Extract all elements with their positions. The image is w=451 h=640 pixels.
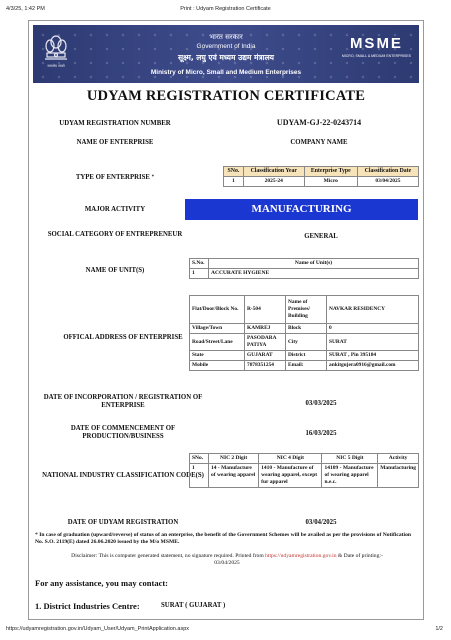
addr-premises-label: Name of Premises/ Building bbox=[286, 296, 327, 324]
banner-gov-india: Government of India bbox=[196, 43, 256, 50]
addr-state: GUJARAT bbox=[245, 351, 286, 361]
reg-number-label: UDYAM REGISTRATION NUMBER bbox=[59, 120, 171, 127]
nic-header-5digit: NIC 5 Digit bbox=[322, 454, 378, 464]
addr-road-label: Road/Street/Lane bbox=[190, 334, 245, 351]
msme-logo bbox=[342, 35, 411, 58]
cls-sno: 1 bbox=[224, 177, 244, 187]
cls-date: 03/04/2025 bbox=[357, 177, 418, 187]
classification-table bbox=[223, 166, 419, 187]
nic-label: NATIONAL INDUSTRY CLASSIFICATION CODE(S) bbox=[42, 472, 204, 479]
unit-name: ACCURATE HYGIENE bbox=[209, 269, 419, 279]
disclaimer bbox=[35, 553, 419, 567]
addr-premises: NAVKAR RESIDENCY bbox=[327, 296, 419, 324]
enterprise-name-label: NAME OF ENTERPRISE bbox=[76, 139, 154, 146]
nic-header-2digit: NIC 2 Digit bbox=[209, 454, 259, 464]
certificate-title: UDYAM REGISTRATION CERTIFICATE bbox=[86, 88, 366, 104]
reg-number: UDYAM-GJ-22-0243714 bbox=[276, 118, 362, 127]
type-asterisk: * bbox=[151, 175, 155, 180]
address-table bbox=[189, 295, 419, 371]
nic-sno: 1 bbox=[190, 464, 209, 488]
cls-header-sno: SNo. bbox=[224, 167, 244, 177]
addr-district-label: District bbox=[286, 351, 327, 361]
print-datetime: 4/3/25, 1:42 PM bbox=[6, 6, 45, 12]
cls-year: 2025-24 bbox=[243, 177, 304, 187]
disclaimer-post: & Date of printing:- bbox=[337, 553, 383, 559]
udyam-date-label: DATE OF UDYAM REGISTRATION bbox=[67, 519, 179, 526]
cls-type: Micro bbox=[304, 177, 357, 187]
addr-block: 0 bbox=[327, 324, 419, 334]
cls-header-type: Enterprise Type bbox=[304, 167, 357, 177]
banner-hindi-ministry: सूक्ष्म, लघु एवं मध्यम उद्यम मंत्रालय bbox=[177, 53, 275, 62]
nic-header-activity: Activity bbox=[378, 454, 419, 464]
address-label: OFFICAL ADDRESS OF ENTERPRISE bbox=[63, 334, 183, 341]
nic-header-4digit: NIC 4 Digit bbox=[259, 454, 322, 464]
addr-flat-label: Flat/Door/Block No. bbox=[190, 296, 245, 324]
major-activity-value: MANUFACTURING bbox=[185, 199, 418, 220]
enterprise-name: COMPANY NAME bbox=[290, 139, 348, 146]
addr-mobile-label: Mobile bbox=[190, 361, 245, 371]
addr-state-label: State bbox=[190, 351, 245, 361]
addr-road: PASODARA PATIYA bbox=[245, 334, 286, 351]
incorporation-label: DATE OF INCORPORATION / REGISTRATION OF ENTERPRISE bbox=[43, 394, 203, 409]
incorporation-date: 03/03/2025 bbox=[305, 400, 337, 407]
table-row bbox=[224, 177, 419, 187]
msme-logo-text: MSME bbox=[349, 35, 403, 52]
units-header-name: Name of Unit(s) bbox=[209, 259, 419, 269]
commencement-label: DATE OF COMMENCEMENT OF PRODUCTION/BUSINESS bbox=[70, 425, 176, 440]
nic-2digit: 14 - Manufacture of wearing apparel bbox=[209, 464, 259, 488]
type-label-text: TYPE OF ENTERPRISE bbox=[75, 174, 150, 181]
page-number: 1/2 bbox=[435, 626, 443, 632]
msme-logo-subtitle: MICRO, SMALL & MEDIUM ENTERPRISES bbox=[341, 54, 411, 58]
graduation-note: * In case of graduation (upward/reverse) of status of an enterprise, the benefit of the Government Schemes will be availed as per the provisions of Notification No. S.O. 2119(E) dated 26.06.2020 issued by the M/o MSME. bbox=[35, 532, 411, 545]
banner-hindi-gov: भारत सरकार bbox=[209, 33, 243, 41]
udyam-date: 03/04/2025 bbox=[305, 519, 337, 526]
units-label: NAME OF UNIT(S) bbox=[85, 267, 145, 274]
addr-block-label: Block bbox=[286, 324, 327, 334]
major-activity-label: MAJOR ACTIVITY bbox=[84, 206, 146, 213]
addr-village: KAMREJ bbox=[245, 324, 286, 334]
certificate-sheet bbox=[28, 20, 424, 620]
commencement-date: 16/03/2025 bbox=[305, 430, 337, 437]
unit-sno: 1 bbox=[190, 269, 209, 279]
cls-header-year: Classification Year bbox=[243, 167, 304, 177]
banner-ministry: Ministry of Micro, Small and Medium Enterprises bbox=[150, 69, 302, 76]
addr-email: ankitgujera0916@gmail.com bbox=[327, 361, 419, 371]
type-label bbox=[35, 174, 195, 182]
social-category-label: SOCIAL CATEGORY OF ENTREPRENEUR bbox=[47, 231, 183, 238]
disclaimer-link[interactable]: https://udyamregistration.gov.in bbox=[265, 553, 337, 559]
cls-header-date: Classification Date bbox=[357, 167, 418, 177]
addr-city: SURAT bbox=[327, 334, 419, 351]
print-date: 03/04/2025 bbox=[214, 560, 240, 566]
table-row bbox=[190, 464, 419, 488]
units-table bbox=[189, 258, 419, 279]
ministry-banner bbox=[33, 25, 419, 83]
nic-4digit: 1410 - Manufacture of wearing apparel, except fur apparel bbox=[259, 464, 322, 488]
dic-label: 1. District Industries Centre: bbox=[35, 601, 140, 611]
addr-city-label: City bbox=[286, 334, 327, 351]
addr-email-label: Email: bbox=[286, 361, 327, 371]
assistance-heading: For any assistance, you may contact: bbox=[35, 578, 168, 588]
disclaimer-text: Disclaimer: This is computer generated statement, no signature required. Printed from bbox=[71, 553, 264, 559]
nic-header-sno: SNo. bbox=[190, 454, 209, 464]
addr-mobile: 7878351254 bbox=[245, 361, 286, 371]
nic-table bbox=[189, 453, 419, 488]
nic-5digit: 14109 - Manufacture of wearing apparel n.e.c. bbox=[322, 464, 378, 488]
addr-village-label: Village/Town bbox=[190, 324, 245, 334]
nic-activity: Manufacturing bbox=[378, 464, 419, 488]
print-title: Print : Udyam Registration Certificate bbox=[180, 6, 271, 12]
social-category: GENERAL bbox=[304, 233, 338, 240]
units-header-sno: S.No. bbox=[190, 259, 209, 269]
dic-value: SURAT ( GUJARAT ) bbox=[161, 602, 226, 609]
footer-url: https://udyamregistration.gov.in/Udyam_User/Udyam_PrintApplication.aspx bbox=[6, 626, 190, 632]
addr-district: SURAT , Pin 395184 bbox=[327, 351, 419, 361]
addr-flat: R-504 bbox=[245, 296, 286, 324]
svg-text:सत्यमेव जयते: सत्यमेव जयते bbox=[47, 64, 65, 68]
table-row bbox=[190, 269, 419, 279]
